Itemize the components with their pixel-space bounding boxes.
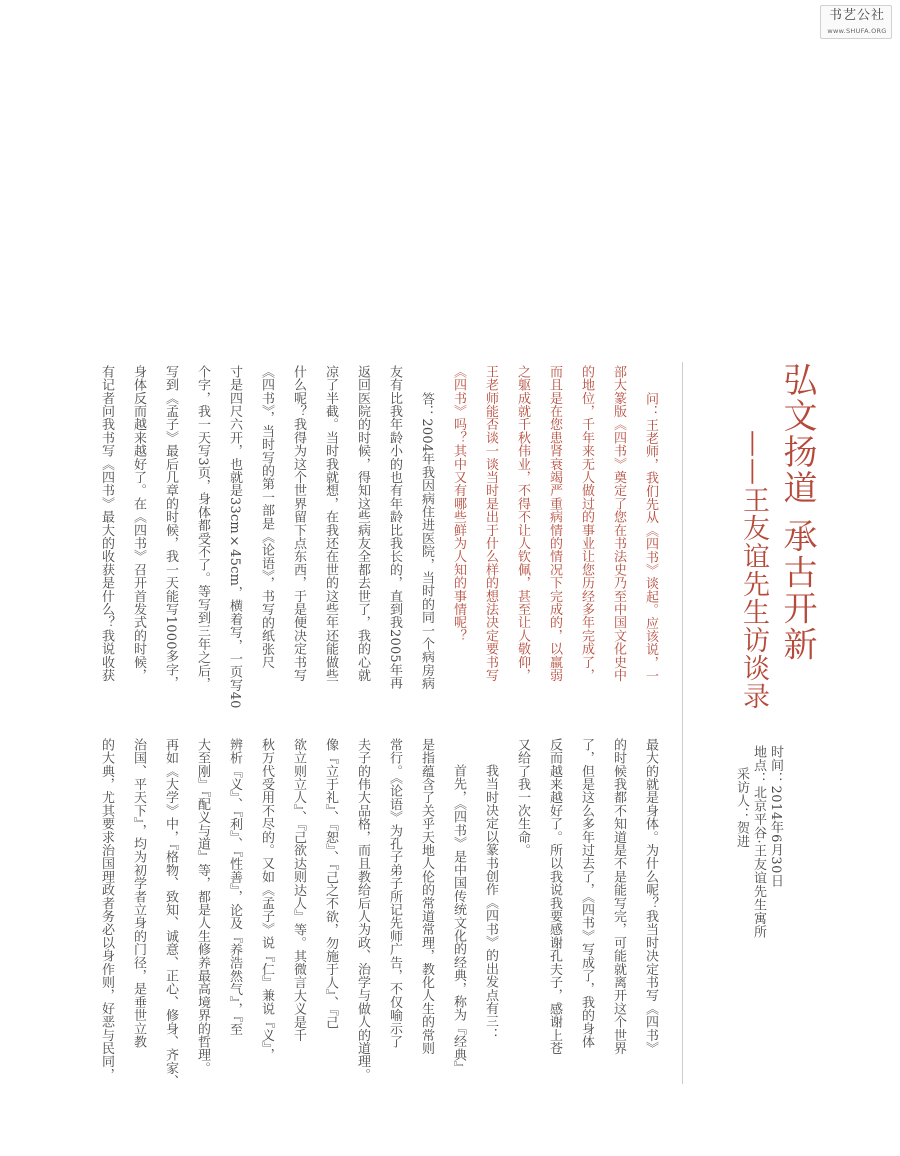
logo-mark: 书艺公社 — [828, 8, 885, 23]
site-logo — [820, 5, 892, 39]
text-column: 辨析『义』、『利』、『性善』，论及『养浩然气』，『至 — [227, 738, 242, 1036]
article-subtitle: ——王友谊先生访谈录 — [738, 430, 769, 710]
text-column: 凉了半截。当时我就想，在我还在世的这些年还能做些 — [323, 365, 338, 682]
logo-url: www.SHUFA.ORG — [827, 27, 887, 35]
text-column: 个字，我一天写3页，身体都受不了。等写到三年之后， — [195, 365, 210, 691]
text-column: 部大篆版《四书》奠定了您在书法史乃至中国文化史中 — [611, 365, 626, 682]
text-column: 什么呢？我得为这个世界留下点东西，于是便决定书写 — [291, 365, 306, 682]
text-column: 常行。《论语》为孔子弟子所记先师广告，不仅喻示了 — [387, 738, 402, 1049]
text-column: 的地位，千年来无人做过的事业让您历经多年完成了， — [579, 365, 594, 682]
text-column: 身体反而越来越好了。在《四书》召开首发式的时候， — [131, 365, 146, 682]
text-column: 王老师能否谈一谈当时是出于什么样的想法决定要书写 — [483, 365, 498, 682]
text-column: 返回医院的时候，得知这些病友全都去世了，我的心就 — [355, 365, 370, 682]
text-column: 有记者问我书写《四书》最大的收获是什么？我说收获 — [99, 365, 114, 682]
text-column: 首先，《四书》是中国传统文化的经典，称为『经典』 — [451, 764, 466, 1075]
text-column: 友有比我年龄小的也有年龄比我长的，直到我2005年再 — [387, 365, 402, 690]
text-column: 再如《大学》中，『格物、致知、诚意、正心、修身、齐家、 — [163, 738, 178, 1088]
text-column: 的时候我都不知道是不是能写完，可能就离开这个世界 — [611, 738, 626, 1055]
text-column: 之躯成就千秋伟业，不得不让人钦佩，甚至让人敬仰， — [515, 365, 530, 682]
meta-place: 地点：北京平谷·王友谊先生寓所 — [751, 745, 766, 939]
article-title: 弘文扬道 承古开新 — [777, 362, 817, 663]
text-column: 《四书》，当时写的第一部是《论语》，书写的纸张尺 — [259, 365, 274, 669]
text-column: 的大典，尤其要求治国理政者务必以身作则，好恶与民同， — [99, 738, 114, 1082]
text-column: 又给了我一次生命。 — [515, 738, 530, 857]
text-column: 秋万代受用不尽的。又如《孟子》说『仁』兼说『义』， — [259, 738, 274, 1062]
text-column: 像『立于礼』、『恕』、『己之不欲，勿施于人』、『己 — [323, 738, 338, 1029]
text-column: 反而越来越好了。所以我说我要感谢孔夫子，感谢上苍 — [547, 738, 562, 1055]
text-column: 答：2004年我因病住进医院，当时的同一个病房病 — [419, 392, 434, 690]
text-column: 问：王老师，我们先从《四书》谈起。应该说，一 — [643, 392, 658, 683]
text-column: 最大的就是身体。为什么呢？我当时决定书写《四书》 — [643, 738, 658, 1055]
text-column: 大至刚』『配义与道』等，都是人生修养最高境界的哲理。 — [195, 738, 210, 1075]
text-column: 我当时决定以篆书创作《四书》的出发点有三： — [483, 764, 498, 1042]
text-column: 夫子的伟大品格，而且教给后人为政、治学与做人的道理。 — [355, 738, 370, 1082]
text-column: 而且是在您患肾衰竭严重病情的情况下完成的，以羸弱 — [547, 365, 562, 682]
meta-time: 时间：2014年6月30日 — [768, 745, 783, 888]
column-divider — [682, 362, 683, 1084]
text-column: 治国、平天下』，均为初学者立身的门径，是垂世立教 — [131, 738, 146, 1049]
text-column: 是指蕴含了关乎天地人伦的常道常理，教化人生的常则 — [419, 738, 434, 1055]
text-column: 欲立则立人』、『己欲达则达人』等。其微言大义是千 — [291, 738, 306, 1042]
text-column: 写到《孟子》最后几章的时候，我一天能写1000多字， — [163, 365, 178, 690]
meta-interviewer: 采访人：贺进 — [734, 767, 749, 848]
text-column: 《四书》吗？其中又有哪些鲜为人知的事情呢？ — [451, 365, 466, 643]
text-column: 了，但是这么多年过去了，《四书》写成了，我的身体 — [579, 738, 594, 1049]
text-column: 寸是四尺六开，也就是33cm×45cm，横着写，一页写40 — [227, 365, 242, 709]
